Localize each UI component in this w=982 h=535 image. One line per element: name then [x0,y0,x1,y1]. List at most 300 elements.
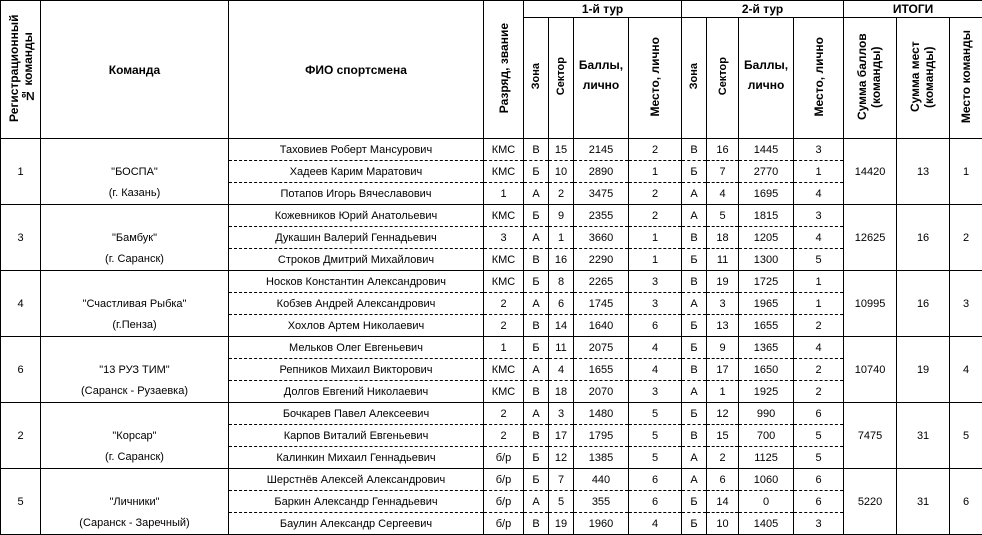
tour1-place-cell: 1 [629,161,682,183]
table-row [1,205,982,227]
team-sum-points-cell [844,469,897,491]
tour2-sector-cell: 17 [707,359,739,381]
team-reg-cell [1,315,41,337]
athlete-name-cell: Репников Михаил Викторович [229,359,484,381]
tour2-zone-cell: Б [682,513,707,535]
team-sum-places-cell [897,183,950,205]
tour2-place-cell: 4 [794,183,844,205]
athlete-name-cell: Кожевников Юрий Анатольевич [229,205,484,227]
table-row [1,425,982,447]
tour1-place-cell: 5 [629,403,682,425]
tour2-points-cell: 700 [739,425,794,447]
tour2-place-cell: 6 [794,469,844,491]
tour2-place-cell: 1 [794,271,844,293]
tour2-sector-cell: 9 [707,337,739,359]
team-place-cell: 4 [950,359,982,381]
team-reg-cell: 5 [1,491,41,513]
athlete-name-cell: Кобзев Андрей Александрович [229,293,484,315]
team-sum-points-cell: 14420 [844,161,897,183]
team-place-cell [950,139,982,161]
tour1-place-cell: 5 [629,447,682,469]
reg-no-header: Регистрационный № команды [1,1,41,139]
team-reg-cell [1,381,41,403]
tour2-zone-cell: В [682,227,707,249]
table-row [1,271,982,293]
table-row [1,161,982,183]
tour2-points-cell: 1445 [739,139,794,161]
team-sum-places-cell [897,469,950,491]
tour1-sector-cell: 19 [549,513,574,535]
tour2-place-cell: 3 [794,513,844,535]
tour1-zone-cell: Б [524,447,549,469]
team-reg-cell [1,183,41,205]
team-sum-places-cell [897,337,950,359]
tour1-place-cell: 3 [629,381,682,403]
tour2-place-cell: 3 [794,139,844,161]
tour2-points-cell: 1125 [739,447,794,469]
table-row [1,513,982,535]
sector1-header: Сектор [549,18,574,139]
tour1-points-cell: 1385 [574,447,629,469]
team-sum-places-cell: 31 [897,425,950,447]
team-reg-cell [1,205,41,227]
athlete-rank-cell: 2 [484,425,524,447]
points2-header: Баллы, лично [739,18,794,139]
team-place-cell [950,271,982,293]
athlete-name-cell: Долгов Евгений Николаевич [229,381,484,403]
team-sum-points-cell: 12625 [844,227,897,249]
athlete-rank-cell: 2 [484,403,524,425]
points1-header: Баллы, лично [574,18,629,139]
tour2-zone-cell: Б [682,161,707,183]
tour1-sector-cell: 10 [549,161,574,183]
tour2-place-cell: 1 [794,293,844,315]
tour1-sector-cell: 11 [549,337,574,359]
athlete-rank-cell: б/р [484,513,524,535]
tour2-zone-cell: В [682,271,707,293]
athlete-rank-cell: КМС [484,271,524,293]
tour1-sector-cell: 5 [549,491,574,513]
athlete-name-cell: Шерстнёв Алексей Александрович [229,469,484,491]
athlete-rank-cell: 1 [484,337,524,359]
tour2-zone-cell: В [682,359,707,381]
table-row [1,293,982,315]
team-name-cell: (Саранск - Заречный) [41,513,229,535]
team-sum-places-cell [897,271,950,293]
team-sum-points-cell [844,205,897,227]
tour2-header: 2-й тур [682,1,844,18]
team-sum-points-cell [844,447,897,469]
tour2-sector-cell: 7 [707,161,739,183]
team-reg-cell [1,271,41,293]
tour1-points-cell: 2355 [574,205,629,227]
tour1-points-cell: 3660 [574,227,629,249]
team-sum-points-cell [844,513,897,535]
team-sum-places-cell [897,205,950,227]
tour1-place-cell: 1 [629,227,682,249]
team-name-cell: (г. Казань) [41,183,229,205]
tour1-zone-cell: А [524,359,549,381]
team-sum-places-cell [897,139,950,161]
team-place-cell: 3 [950,293,982,315]
team-name-cell: (Саранск - Рузаевка) [41,381,229,403]
tour2-place-cell: 1 [794,161,844,183]
tour2-sector-cell: 15 [707,425,739,447]
team-place-cell [950,183,982,205]
team-sum-points-cell: 10995 [844,293,897,315]
team-reg-cell [1,403,41,425]
tour1-zone-cell: В [524,249,549,271]
team-sum-points-cell [844,183,897,205]
team-name-cell [41,337,229,359]
team-sum-points-cell [844,139,897,161]
team-place-cell [950,513,982,535]
team-reg-cell [1,469,41,491]
tour1-sector-cell: 16 [549,249,574,271]
table-row [1,403,982,425]
rank-header: Разряд, звание [484,1,524,139]
tour2-place-cell: 5 [794,249,844,271]
athlete-name-cell: Носков Константин Александрович [229,271,484,293]
tour2-place-cell: 2 [794,315,844,337]
athlete-name-cell: Хохлов Артем Николаевич [229,315,484,337]
team-name-cell: "БОСПА" [41,161,229,183]
team-place-cell [950,381,982,403]
tour1-place-cell: 1 [629,249,682,271]
tour1-zone-cell: Б [524,469,549,491]
tour2-zone-cell: Б [682,491,707,513]
tour2-zone-cell: А [682,469,707,491]
athlete-rank-cell: КМС [484,161,524,183]
table-row [1,183,982,205]
tour1-place-cell: 4 [629,513,682,535]
team-sum-places-cell [897,249,950,271]
team-sum-places-cell [897,403,950,425]
athlete-rank-cell: КМС [484,249,524,271]
tour2-zone-cell: Б [682,315,707,337]
athlete-rank-cell: 2 [484,315,524,337]
tour1-points-cell: 2070 [574,381,629,403]
tour2-sector-cell: 2 [707,447,739,469]
team-sum-points-cell: 7475 [844,425,897,447]
tour1-sector-cell: 3 [549,403,574,425]
athlete-name-cell: Бочкарев Павел Алексеевич [229,403,484,425]
tour2-sector-cell: 3 [707,293,739,315]
team-sum-places-cell: 16 [897,227,950,249]
tour1-zone-cell: В [524,381,549,403]
team-sum-places-cell: 31 [897,491,950,513]
tour2-sector-cell: 11 [707,249,739,271]
tour2-points-cell: 1965 [739,293,794,315]
tour1-place-cell: 4 [629,337,682,359]
team-place-cell [950,315,982,337]
team-place-cell [950,205,982,227]
tour2-zone-cell: В [682,139,707,161]
athlete-rank-cell: б/р [484,469,524,491]
athlete-name-cell: Таховиев Роберт Мансурович [229,139,484,161]
tour1-zone-cell: В [524,139,549,161]
athlete-rank-cell: КМС [484,139,524,161]
team-reg-cell: 2 [1,425,41,447]
tour1-zone-cell: В [524,315,549,337]
tour2-sector-cell: 10 [707,513,739,535]
tour1-sector-cell: 6 [549,293,574,315]
tour1-points-cell: 440 [574,469,629,491]
athlete-rank-cell: б/р [484,447,524,469]
tour1-place-cell: 2 [629,139,682,161]
team-name-cell [41,205,229,227]
table-row [1,337,982,359]
tour2-sector-cell: 16 [707,139,739,161]
team-place-cell [950,469,982,491]
tour1-points-cell: 2890 [574,161,629,183]
table-row [1,381,982,403]
team-place-cell [950,249,982,271]
tour1-place-cell: 6 [629,491,682,513]
tour1-zone-cell: А [524,183,549,205]
team-sum-points-cell [844,249,897,271]
tour1-sector-cell: 9 [549,205,574,227]
tour2-place-cell: 4 [794,227,844,249]
tour1-place-cell: 2 [629,205,682,227]
team-place-cell [950,403,982,425]
tour2-sector-cell: 14 [707,491,739,513]
team-sum-points-cell [844,403,897,425]
tour1-sector-cell: 17 [549,425,574,447]
tour1-points-cell: 2145 [574,139,629,161]
tour1-points-cell: 1745 [574,293,629,315]
table-row [1,447,982,469]
tour2-points-cell: 1205 [739,227,794,249]
team-name-cell: (г. Саранск) [41,447,229,469]
place1-header: Место, лично [629,18,682,139]
tour2-place-cell: 3 [794,205,844,227]
tour1-points-cell: 355 [574,491,629,513]
tour1-zone-cell: А [524,293,549,315]
team-sum-places-cell [897,513,950,535]
athlete-name-cell: Карпов Виталий Евгеньевич [229,425,484,447]
tour2-points-cell: 1650 [739,359,794,381]
team-sum-points-cell [844,381,897,403]
table-row [1,491,982,513]
team-sum-points-cell: 5220 [844,491,897,513]
athlete-name-cell: Калинкин Михаил Геннадьевич [229,447,484,469]
tour2-sector-cell: 6 [707,469,739,491]
team-place-header: Место команды [950,18,982,139]
tour1-points-cell: 2075 [574,337,629,359]
athlete-rank-cell: КМС [484,359,524,381]
tour2-points-cell: 1815 [739,205,794,227]
tour1-sector-cell: 4 [549,359,574,381]
tour2-zone-cell: А [682,183,707,205]
team-sum-places-cell [897,447,950,469]
tour1-zone-cell: А [524,227,549,249]
tour2-place-cell: 6 [794,491,844,513]
tour2-points-cell: 1405 [739,513,794,535]
tour2-place-cell: 2 [794,359,844,381]
tour1-sector-cell: 15 [549,139,574,161]
team-sum-points-cell [844,337,897,359]
table-row [1,139,982,161]
tour2-points-cell: 1695 [739,183,794,205]
athlete-name-cell: Баулин Александр Сергеевич [229,513,484,535]
tour2-zone-cell: А [682,293,707,315]
tour1-points-cell: 1640 [574,315,629,337]
tour1-header: 1-й тур [524,1,682,18]
tour1-zone-cell: Б [524,205,549,227]
team-name-cell: "Счастливая Рыбка" [41,293,229,315]
tour1-points-cell: 1655 [574,359,629,381]
tour1-place-cell: 4 [629,359,682,381]
team-name-cell: "13 РУЗ ТИМ" [41,359,229,381]
athlete-rank-cell: КМС [484,205,524,227]
team-sum-points-cell [844,315,897,337]
tour1-zone-cell: Б [524,161,549,183]
tour2-points-cell: 990 [739,403,794,425]
table-row [1,227,982,249]
athlete-name-cell: Мельков Олег Евгеньевич [229,337,484,359]
athlete-rank-cell: 2 [484,293,524,315]
team-name-cell [41,469,229,491]
team-reg-cell [1,337,41,359]
tour1-zone-cell: А [524,403,549,425]
tour2-sector-cell: 4 [707,183,739,205]
tour1-sector-cell: 12 [549,447,574,469]
totals-header: ИТОГИ [844,1,982,18]
team-sum-places-cell [897,315,950,337]
team-place-cell [950,447,982,469]
team-reg-cell: 3 [1,227,41,249]
tour1-points-cell: 1960 [574,513,629,535]
tour2-place-cell: 2 [794,381,844,403]
team-sum-places-cell: 19 [897,359,950,381]
team-name-cell: (г.Пенза) [41,315,229,337]
zone1-header: Зона [524,18,549,139]
tour2-sector-cell: 5 [707,205,739,227]
team-reg-cell [1,249,41,271]
tour1-zone-cell: В [524,425,549,447]
tour1-sector-cell: 14 [549,315,574,337]
sector2-header: Сектор [707,18,739,139]
tour1-zone-cell: Б [524,271,549,293]
tour1-sector-cell: 8 [549,271,574,293]
tour2-points-cell: 1300 [739,249,794,271]
tour1-zone-cell: В [524,513,549,535]
team-place-cell: 5 [950,425,982,447]
team-reg-cell [1,513,41,535]
team-reg-cell [1,447,41,469]
sum-points-header: Сумма баллов (команды) [844,18,897,139]
tour2-sector-cell: 19 [707,271,739,293]
tour2-place-cell: 5 [794,425,844,447]
tour2-points-cell: 1655 [739,315,794,337]
tour2-sector-cell: 12 [707,403,739,425]
sum-places-header: Сумма мест (команды) [897,18,950,139]
tour2-zone-cell: Б [682,337,707,359]
team-reg-cell: 1 [1,161,41,183]
team-reg-cell [1,139,41,161]
team-name-cell: (г. Саранск) [41,249,229,271]
athlete-name-cell: Потапов Игорь Вячеславович [229,183,484,205]
tour1-place-cell: 6 [629,315,682,337]
tour1-sector-cell: 1 [549,227,574,249]
team-place-cell: 6 [950,491,982,513]
team-place-cell [950,337,982,359]
tour2-place-cell: 6 [794,403,844,425]
team-place-cell: 2 [950,227,982,249]
team-name-cell [41,139,229,161]
tour2-points-cell: 1365 [739,337,794,359]
zone2-header: Зона [682,18,707,139]
team-name-cell [41,271,229,293]
team-sum-points-cell [844,271,897,293]
team-name-cell: "Бамбук" [41,227,229,249]
team-sum-points-cell: 10740 [844,359,897,381]
tour1-points-cell: 3475 [574,183,629,205]
place2-header: Место, лично [794,18,844,139]
tour1-sector-cell: 2 [549,183,574,205]
athlete-rank-cell: КМС [484,381,524,403]
tour1-place-cell: 2 [629,183,682,205]
tour2-points-cell: 2770 [739,161,794,183]
tour2-sector-cell: 18 [707,227,739,249]
table-row [1,315,982,337]
team-header: Команда [41,1,229,139]
athlete-rank-cell: 3 [484,227,524,249]
team-sum-places-cell: 13 [897,161,950,183]
tour2-zone-cell: Б [682,403,707,425]
tour2-zone-cell: А [682,447,707,469]
tour2-sector-cell: 1 [707,381,739,403]
tour2-points-cell: 1060 [739,469,794,491]
tour2-zone-cell: А [682,381,707,403]
tour1-place-cell: 6 [629,469,682,491]
tour1-zone-cell: Б [524,337,549,359]
tour1-sector-cell: 7 [549,469,574,491]
team-place-cell: 1 [950,161,982,183]
athlete-rank-cell: 1 [484,183,524,205]
tour2-zone-cell: В [682,425,707,447]
athlete-name-cell: Дукашин Валерий Геннадьевич [229,227,484,249]
team-reg-cell: 6 [1,359,41,381]
team-name-cell [41,403,229,425]
athlete-name-cell: Баркин Александр Геннадьевич [229,491,484,513]
tour1-sector-cell: 18 [549,381,574,403]
tour1-points-cell: 1480 [574,403,629,425]
tour2-sector-cell: 13 [707,315,739,337]
tour2-zone-cell: А [682,205,707,227]
tour2-place-cell: 4 [794,337,844,359]
tour2-points-cell: 0 [739,491,794,513]
tour2-points-cell: 1925 [739,381,794,403]
tour2-place-cell: 5 [794,447,844,469]
tour1-place-cell: 3 [629,271,682,293]
tour1-points-cell: 1795 [574,425,629,447]
athlete-name-cell: Хадеев Карим Маратович [229,161,484,183]
tour1-zone-cell: А [524,491,549,513]
table-row [1,249,982,271]
tour2-zone-cell: Б [682,249,707,271]
tour1-points-cell: 2290 [574,249,629,271]
table-row [1,359,982,381]
athlete-name-cell: Строков Дмитрий Михайлович [229,249,484,271]
tour2-points-cell: 1725 [739,271,794,293]
table-row [1,469,982,491]
team-sum-places-cell: 16 [897,293,950,315]
team-name-cell: "Корсар" [41,425,229,447]
tour1-place-cell: 3 [629,293,682,315]
athlete-header: ФИО спортсмена [229,1,484,139]
